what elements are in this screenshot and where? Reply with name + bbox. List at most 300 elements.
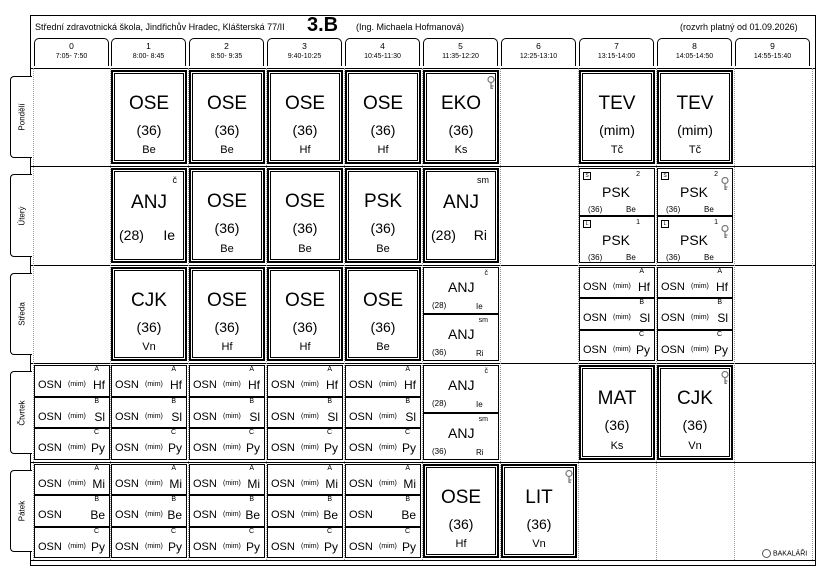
period-number: 6 (536, 41, 541, 51)
subject-label: OSN (115, 410, 139, 423)
teacher-label: Sl (327, 409, 338, 424)
psk-half-lesson[interactable] (657, 216, 733, 264)
osn-group-lesson[interactable] (111, 495, 187, 526)
osn-group-lesson[interactable] (34, 365, 110, 397)
key-icon (565, 470, 573, 484)
subject-label: OSN (115, 379, 139, 391)
room-label: (mim) (145, 412, 163, 420)
osn-group-lesson[interactable] (657, 267, 733, 298)
group-label: A (249, 465, 254, 472)
group-label: B (405, 397, 410, 405)
group-label: C (93, 429, 99, 437)
subject-label: OSN (38, 379, 62, 391)
osn-group-lesson[interactable] (345, 397, 421, 429)
room-label: (mim) (223, 381, 241, 388)
room-label: (mim) (677, 121, 713, 138)
period-time: 8:50- 9:35 (210, 53, 243, 60)
group-label: C (170, 527, 176, 535)
lesson-cell[interactable] (189, 168, 265, 263)
teacher-label: Be (245, 508, 260, 523)
teacher-label: Py (323, 441, 338, 456)
room-label: (36) (370, 121, 396, 138)
teacher-label: Be (401, 508, 416, 523)
subject-label: PSK (602, 231, 631, 248)
lesson-cell[interactable] (423, 464, 499, 558)
period-time: 12:25-13:10 (519, 53, 558, 60)
period-number: 9 (770, 41, 775, 51)
room-label: (mim) (613, 314, 631, 322)
room-label: (36) (604, 417, 630, 434)
room-label: (36) (136, 121, 162, 138)
period-number: 2 (224, 41, 229, 51)
subject-label: OSN (271, 410, 295, 423)
lesson-cell[interactable] (267, 267, 343, 361)
subject-label: MAT (597, 387, 637, 409)
room-label: (mim) (223, 480, 241, 487)
teacher-label: Py (713, 342, 728, 357)
room-label: (mim) (145, 381, 163, 388)
lesson-cell[interactable] (111, 267, 187, 361)
teacher-label: Hf (93, 378, 105, 392)
subject-label: OSN (193, 410, 217, 423)
key-icon (721, 177, 729, 191)
group-label: C (404, 429, 410, 437)
week-number: 1 (714, 218, 718, 226)
subject-label: OSN (193, 478, 217, 490)
group-label: C (326, 429, 332, 437)
subject-label: OSN (349, 509, 373, 522)
lesson-cell[interactable] (423, 70, 499, 164)
period-time: 8:00- 8:45 (132, 53, 165, 60)
osn-group-lesson[interactable] (189, 495, 265, 526)
room-label: (mim) (145, 444, 163, 452)
osn-group-lesson[interactable] (34, 428, 110, 460)
group-label: č (484, 368, 488, 375)
psk-half-lesson[interactable] (657, 168, 733, 216)
day-tab-0 (10, 76, 32, 158)
osn-group-lesson[interactable] (345, 365, 421, 397)
lesson-cell[interactable] (501, 464, 577, 558)
period-number: 0 (69, 41, 74, 51)
subject-label: TEV (598, 92, 636, 114)
teacher-label: Ie (476, 400, 483, 409)
osn-group-lesson[interactable] (111, 464, 187, 495)
osn-group-lesson[interactable] (267, 397, 343, 429)
osn-group-lesson[interactable] (189, 464, 265, 495)
room-label: (mim) (301, 542, 319, 550)
teacher-label: Be (704, 205, 714, 214)
lesson-cell[interactable] (345, 267, 421, 361)
row-line (30, 265, 816, 266)
anj-half-lesson[interactable] (423, 267, 499, 314)
group-label: B (717, 299, 722, 307)
osn-group-lesson[interactable] (267, 464, 343, 495)
week-number: 1 (636, 218, 640, 226)
osn-group-lesson[interactable] (345, 464, 421, 495)
teacher-label: Py (323, 539, 338, 554)
room-label: (mim) (68, 381, 86, 388)
subject-label: OSE (362, 92, 404, 114)
period-header-6 (501, 38, 576, 66)
room-label: (mim) (301, 412, 319, 420)
lesson-cell[interactable] (657, 70, 733, 164)
row-line (30, 166, 816, 167)
subject-label: PSK (363, 190, 403, 212)
group-label: B (405, 496, 410, 504)
subject-label: OSE (362, 289, 404, 311)
osn-group-lesson[interactable] (189, 365, 265, 397)
room-label: (mim) (145, 511, 163, 519)
subject-label: OSN (661, 312, 685, 325)
day-label: Čtvrtek (17, 399, 26, 426)
subject-label: OSN (115, 442, 139, 455)
teacher-label: Ri (476, 349, 484, 358)
teacher-label: Vn (142, 341, 156, 354)
subject-label: OSE (284, 190, 326, 212)
room-label: (mim) (301, 444, 319, 452)
group-label: A (171, 465, 176, 472)
period-time: 13:15-14:00 (597, 53, 636, 60)
osn-group-lesson[interactable] (345, 495, 421, 526)
osn-group-lesson[interactable] (657, 298, 733, 329)
period-header-7 (579, 38, 654, 66)
row-line (30, 363, 816, 364)
group-label: B (327, 496, 332, 504)
teacher-label: Be (626, 205, 636, 214)
group-label: B (327, 397, 332, 405)
class-name: 3.B (307, 14, 339, 36)
subject-label: OSN (38, 442, 62, 455)
osn-group-lesson[interactable] (267, 527, 343, 558)
teacher-label: Be (220, 243, 234, 256)
group-label: C (326, 527, 332, 535)
osn-group-lesson[interactable] (189, 527, 265, 558)
period-header-5 (423, 38, 498, 66)
group-label: A (249, 366, 254, 373)
teacher-label: Be (142, 144, 156, 157)
subject-label: ANJ (448, 279, 475, 295)
subject-label: OSN (38, 410, 62, 423)
teacher-label: Be (704, 252, 714, 262)
period-number: 3 (302, 41, 307, 51)
subject-label: TEV (676, 92, 714, 114)
group-label: sm (478, 415, 488, 423)
group-label: B (639, 299, 644, 307)
key-icon (487, 76, 495, 90)
subject-label: ANJ (448, 326, 475, 342)
teacher-label: Ie (163, 227, 175, 243)
bakalari-icon (762, 549, 771, 558)
subject-label: OSN (583, 343, 607, 356)
room-label: (mim) (68, 444, 86, 452)
teacher-label: Py (635, 342, 650, 357)
teacher-label: Be (376, 341, 390, 354)
osn-group-lesson[interactable] (267, 495, 343, 526)
subject-label: OSN (271, 509, 295, 522)
room-label: (36) (682, 417, 708, 434)
subject-label: EKO (440, 92, 482, 114)
subject-label: OSN (115, 540, 139, 553)
teacher-label: Hf (638, 280, 650, 294)
teacher-label: Mi (247, 477, 260, 491)
room-label: (36) (526, 515, 552, 532)
teacher-label: Vn (532, 538, 546, 551)
group-label: sm (478, 317, 488, 324)
room-label: (mim) (613, 283, 631, 290)
subject-label: LIT (525, 486, 553, 508)
room-label: (mim) (379, 542, 397, 550)
teacher-label: Tč (688, 144, 702, 157)
room-label: (mim) (301, 511, 319, 519)
period-header-2 (189, 38, 264, 66)
subject-label: CJK (677, 387, 713, 409)
room-label: (mim) (68, 412, 86, 420)
day-label: Středa (17, 302, 26, 326)
psk-half-lesson[interactable] (579, 168, 655, 216)
teacher-label: Be (323, 508, 338, 523)
subject-label: OSN (193, 442, 217, 455)
subject-label: OSE (206, 289, 248, 311)
room-label: (mim) (691, 345, 709, 353)
osn-group-lesson[interactable] (345, 428, 421, 460)
bakalari-label: BAKALÁŘI (772, 550, 808, 558)
subject-label: OSN (349, 478, 373, 490)
teacher-label: Py (245, 441, 260, 456)
teacher-label: Sl (639, 311, 650, 326)
osn-group-lesson[interactable] (189, 428, 265, 460)
room-label: (36) (588, 252, 603, 262)
anj-half-lesson[interactable] (423, 365, 499, 413)
subject-label: OSN (349, 442, 373, 455)
subject-label: OSN (661, 281, 685, 293)
osn-group-lesson[interactable] (111, 428, 187, 460)
lesson-cell[interactable] (111, 70, 187, 164)
group-label: A (327, 465, 332, 472)
teacher-label: Be (90, 508, 105, 523)
room-label: (mim) (379, 480, 397, 487)
teacher-label: Py (90, 441, 105, 456)
room-label: (36) (214, 121, 240, 138)
osn-group-lesson[interactable] (267, 428, 343, 460)
subject-label: OSE (128, 92, 170, 114)
bakalari-logo (762, 549, 807, 558)
subject-label: OSN (193, 540, 217, 553)
anj-half-lesson[interactable] (423, 413, 499, 461)
room-label: (36) (666, 252, 681, 262)
period-time: 10:45-11:30 (364, 53, 401, 60)
subject-label: OSN (349, 540, 373, 553)
room-label: (mim) (379, 381, 397, 388)
osn-group-lesson[interactable] (267, 365, 343, 397)
subject-label: OSN (661, 343, 685, 356)
teacher-label: Ks (454, 144, 468, 157)
teacher-label: Ri (476, 447, 484, 457)
school-name: Střední zdravotnická škola, Jindřichův Hradec, Klášterská 77/II (35, 22, 285, 32)
period-number: 1 (146, 41, 151, 51)
room-label: (36) (370, 318, 396, 335)
osn-group-lesson[interactable] (579, 298, 655, 329)
teacher-label: Sl (249, 409, 260, 424)
week-square: L (661, 220, 669, 228)
room-label: (36) (448, 515, 474, 532)
lesson-cell[interactable] (267, 70, 343, 164)
osn-group-lesson[interactable] (34, 495, 110, 526)
osn-group-lesson[interactable] (111, 365, 187, 397)
period-header-4 (345, 38, 420, 66)
osn-group-lesson[interactable] (34, 527, 110, 558)
group-label: B (171, 397, 176, 405)
lesson-cell[interactable] (345, 168, 421, 263)
lesson-cell[interactable] (579, 70, 655, 164)
group-label: C (93, 527, 99, 535)
subject-label: ANJ (448, 424, 475, 441)
osn-group-lesson[interactable] (657, 330, 733, 361)
room-label: (mim) (613, 345, 631, 353)
room-label: (mim) (379, 412, 397, 420)
subject-label: ANJ (448, 377, 475, 393)
day-label: Úterý (17, 205, 26, 226)
teacher-label: Be (220, 144, 234, 157)
osn-group-lesson[interactable] (579, 330, 655, 361)
period-number: 8 (692, 41, 697, 51)
lesson-cell[interactable] (111, 168, 187, 263)
group-label: C (716, 330, 722, 338)
room-label: (36) (448, 121, 474, 138)
subject-label: OSN (115, 478, 139, 490)
teacher-label: Sl (405, 409, 416, 424)
room-label: (36) (292, 220, 318, 237)
subject-label: OSE (284, 92, 326, 114)
subject-label: OSN (349, 410, 373, 423)
room-label: (mim) (599, 121, 635, 138)
subject-label: OSN (271, 442, 295, 455)
lesson-cell[interactable] (345, 70, 421, 164)
osn-group-lesson[interactable] (34, 397, 110, 429)
osn-group-lesson[interactable] (345, 527, 421, 558)
room-label: (36) (292, 121, 318, 138)
group-label: A (327, 366, 332, 373)
teacher-label: Be (167, 508, 182, 523)
teacher-label: Ks (610, 440, 624, 453)
teacher-label: Hf (170, 378, 182, 392)
class-teacher: (Ing. Michaela Hofmanová) (356, 22, 465, 32)
teacher-label: Be (376, 243, 390, 256)
room-label: (mim) (223, 542, 241, 550)
day-tab-4 (10, 470, 32, 552)
osn-group-lesson[interactable] (189, 397, 265, 429)
teacher-label: Hf (716, 280, 728, 294)
teacher-label: Ri (473, 227, 487, 243)
row-line (30, 68, 816, 69)
teacher-label: Py (167, 539, 182, 554)
row-line (30, 560, 816, 561)
period-number: 7 (614, 41, 619, 51)
group-label: A (639, 268, 644, 275)
room-label: (28) (432, 399, 447, 408)
group-label: sm (477, 175, 489, 185)
subject-label: PSK (680, 231, 709, 248)
lesson-cell[interactable] (579, 365, 655, 460)
teacher-label: Be (298, 243, 312, 256)
period-header-0 (34, 38, 109, 66)
lesson-cell[interactable] (189, 267, 265, 361)
group-label: B (94, 496, 99, 504)
teacher-label: Vn (688, 440, 702, 453)
key-icon (721, 225, 729, 239)
row-line (30, 462, 816, 463)
osn-group-lesson[interactable] (111, 527, 187, 558)
period-header-1 (111, 38, 186, 66)
key-icon (721, 371, 729, 385)
teacher-label: Hf (326, 378, 338, 392)
teacher-label: Hf (299, 144, 311, 157)
lesson-cell[interactable] (267, 168, 343, 263)
day-label: Pondělí (17, 103, 26, 131)
osn-group-lesson[interactable] (579, 267, 655, 298)
day-tab-2 (10, 273, 32, 355)
subject-label: OSE (206, 92, 248, 114)
teacher-label: Sl (94, 409, 105, 424)
column-line (812, 68, 813, 560)
room-label: (28) (431, 227, 456, 243)
day-label: Pátek (17, 500, 26, 522)
lesson-cell[interactable] (657, 365, 733, 460)
subject-label: OSN (583, 312, 607, 325)
room-label: (mim) (691, 283, 709, 290)
teacher-label: Mi (403, 477, 416, 491)
room-label: (36) (214, 220, 240, 237)
group-label: A (405, 465, 410, 472)
lesson-cell[interactable] (423, 168, 499, 263)
room-label: (mim) (223, 412, 241, 420)
subject-label: CJK (131, 289, 167, 311)
subject-label: OSN (115, 509, 139, 522)
group-label: A (405, 366, 410, 373)
subject-label: ANJ (443, 192, 479, 213)
teacher-label: Hf (221, 341, 233, 354)
group-label: č (484, 270, 488, 277)
room-label: (36) (666, 205, 681, 214)
psk-half-lesson[interactable] (579, 216, 655, 264)
period-time: 7:05- 7:50 (55, 53, 88, 60)
group-label: A (717, 268, 722, 275)
room-label: (mim) (223, 511, 241, 519)
teacher-label: Py (401, 441, 416, 456)
room-label: (mim) (301, 381, 319, 388)
room-label: (36) (292, 318, 318, 335)
osn-group-lesson[interactable] (111, 397, 187, 429)
teacher-label: Hf (299, 341, 311, 354)
osn-group-lesson[interactable] (34, 464, 110, 495)
teacher-label: Hf (404, 378, 416, 392)
subject-label: OSN (583, 281, 607, 293)
anj-half-lesson[interactable] (423, 314, 499, 361)
subject-label: OSN (271, 540, 295, 553)
teacher-label: Py (167, 441, 182, 456)
subject-label: OSN (271, 478, 295, 490)
teacher-label: Mi (169, 477, 182, 491)
group-label: C (248, 527, 254, 535)
week-square: S (661, 172, 669, 180)
lesson-cell[interactable] (189, 70, 265, 164)
validity-date: (rozvrh platný od 01.09.2026) (680, 22, 798, 32)
room-label: (36) (214, 318, 240, 335)
room-label: (mim) (223, 444, 241, 452)
group-label: C (248, 429, 254, 437)
subject-label: OSN (38, 509, 62, 522)
room-label: (36) (136, 318, 162, 335)
room-label: (mim) (68, 480, 86, 487)
